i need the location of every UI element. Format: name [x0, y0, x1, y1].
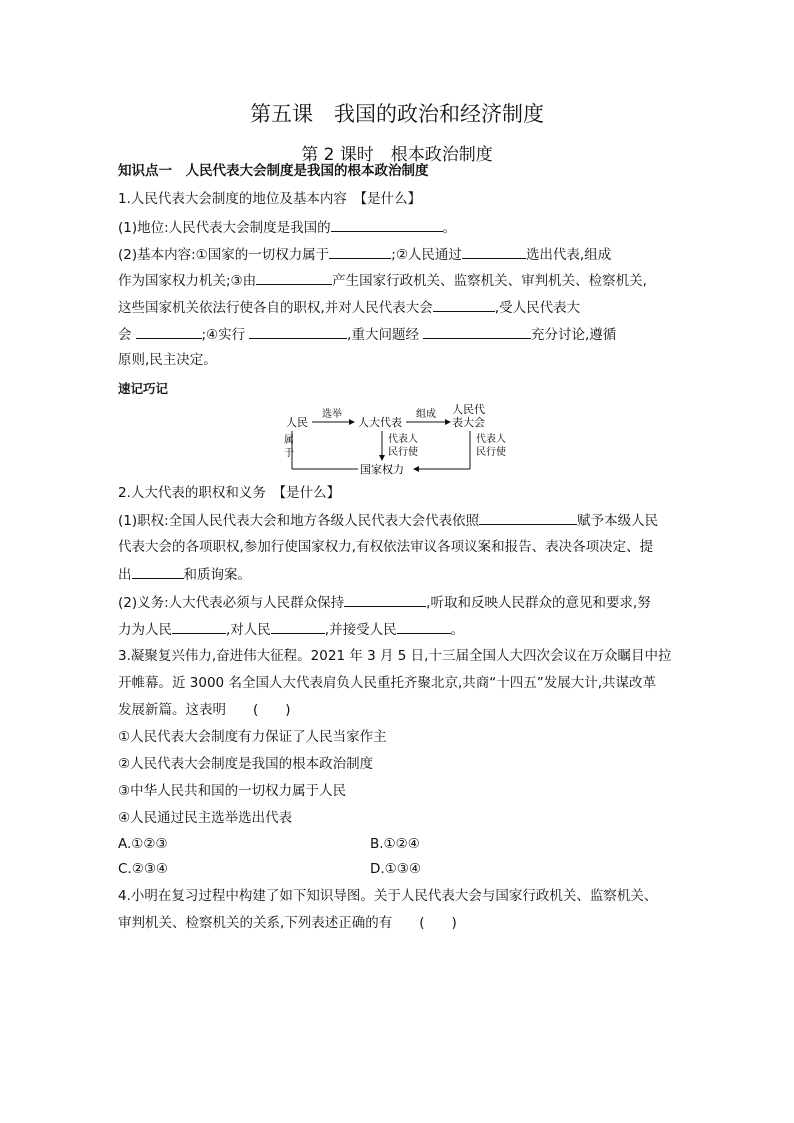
text: (1)职权:全国人民代表大会和地方各级人民代表大会代表依照: [118, 513, 480, 529]
diagram-form: 组成: [416, 409, 436, 420]
diagram-exercise-right-1: 代表人: [476, 434, 506, 445]
fill-blank[interactable]: [256, 271, 332, 285]
question-4-line-2: 审判机关、检察机关的关系,下列表述正确的有 ( ): [118, 915, 457, 931]
text: 会: [118, 327, 132, 343]
text: 选出代表,组成: [525, 247, 612, 263]
fill-blank[interactable]: [249, 325, 347, 339]
option-a[interactable]: A.①②③: [118, 836, 168, 852]
option-c[interactable]: C.②③④: [118, 861, 169, 877]
question-3-line-3: 发展新篇。这表明 ( ): [118, 702, 291, 718]
fill-blank[interactable]: [271, 620, 325, 634]
question-1-2-line-2: [118, 271, 647, 290]
statement-4: ④人民通过民主选举选出代表: [118, 810, 293, 826]
question-1-2-line-3: [118, 298, 580, 317]
question-2-title: 2.人大代表的职权和义务 【是什么】: [118, 485, 341, 501]
diagram-elect: 选举: [322, 409, 342, 420]
diagram-state-power: 国家权力: [360, 463, 404, 476]
diagram-belong-2: 于: [284, 448, 294, 459]
question-3-line-2: 开帷幕。近 3000 名全国人大代表肩负人民重托齐聚北京,共商“十四五”发展大计,共谋改革: [118, 675, 657, 691]
text: 和质询案。: [183, 567, 251, 583]
statement-1: ①人民代表大会制度有力保证了人民当家作主: [118, 729, 387, 745]
question-2-1-line-2: 代表大会的各项职权,参加行使国家权力,有权依法审议各项议案和报告、表决各项决定、提: [118, 539, 654, 555]
fill-blank[interactable]: [397, 620, 451, 634]
text: 这些国家机关依法行使各自的职权,并对人民代表大会: [118, 300, 433, 316]
section-heading: 知识点一 人民代表大会制度是我国的根本政治制度: [118, 163, 429, 179]
text: 力为人民: [118, 622, 172, 638]
question-2-2-line-2: [118, 620, 464, 639]
question-2-1-line-3: [118, 565, 251, 584]
text: 作为国家权力机关;③由: [118, 273, 257, 289]
diagram-people: 人民: [286, 416, 308, 429]
question-1-2-line-1: [118, 245, 611, 264]
text: 充分讨论,遵循: [530, 327, 617, 343]
diagram-exercise-mid-2: 民行使: [388, 447, 418, 458]
text: ,对人民: [226, 622, 271, 638]
diagram-belong-1: 属: [284, 435, 294, 446]
text: 产生国家行政机关、监察机关、审判机关、检察机关,: [332, 273, 647, 289]
memo-diagram: [270, 398, 520, 482]
fill-blank[interactable]: [423, 325, 531, 339]
fill-blank[interactable]: [329, 245, 391, 259]
fill-blank[interactable]: [132, 565, 184, 579]
text: (2)基本内容:①国家的一切权力属于: [118, 247, 330, 263]
question-2-1-line-1: [118, 511, 658, 530]
fill-blank[interactable]: [331, 218, 443, 232]
text: ,受人民代表大: [494, 300, 581, 316]
page-title: 第五课 我国的政治和经济制度: [250, 102, 544, 126]
diagram-exercise-right-2: 民行使: [476, 447, 506, 458]
text: ;②人民通过: [391, 247, 462, 263]
memo-label: 速记巧记: [118, 381, 169, 396]
option-d[interactable]: D.①③④: [370, 861, 421, 877]
diagram-deputies: 人大代表: [358, 416, 402, 429]
question-2-2-line-1: [118, 593, 651, 612]
diagram-npc-line-1: 人民代: [452, 403, 485, 416]
question-4-line-1: 4.小明在复习过程中构建了如下知识导图。关于人民代表大会与国家行政机关、监察机关、: [118, 888, 658, 904]
option-b[interactable]: B.①②④: [370, 836, 420, 852]
fill-blank[interactable]: [433, 298, 495, 312]
statement-2: ②人民代表大会制度是我国的根本政治制度: [118, 756, 374, 772]
fill-blank[interactable]: [479, 511, 577, 525]
diagram-exercise-mid-1: 代表人: [388, 434, 418, 445]
question-1-title: 1.人民代表大会制度的地位及基本内容 【是什么】: [118, 191, 422, 207]
fill-blank[interactable]: [462, 245, 526, 259]
text: 出: [118, 567, 132, 583]
fill-blank[interactable]: [136, 325, 202, 339]
fill-blank[interactable]: [344, 593, 426, 607]
text: ,重大问题经: [347, 327, 419, 343]
question-1-2-line-5: 原则,民主决定。: [118, 352, 217, 368]
text: 。: [450, 622, 465, 638]
text: ;④实行: [201, 327, 246, 343]
diagram-npc-line-2: 表大会: [452, 416, 485, 429]
fill-blank[interactable]: [172, 620, 226, 634]
question-1-1: [118, 218, 456, 237]
text: ,并接受人民: [324, 622, 397, 638]
page-subtitle: 第 2 课时 根本政治制度: [301, 145, 493, 165]
text: (1)地位:人民代表大会制度是我国的: [118, 220, 331, 236]
question-3-line-1: 3.凝聚复兴伟力,奋进伟大征程。2021 年 3 月 5 日,十三届全国人大四次会议在万众瞩目中拉: [118, 648, 672, 664]
text: 赋予本级人民: [577, 513, 659, 529]
statement-3: ③中华人民共和国的一切权力属于人民: [118, 783, 347, 799]
text: ,听取和反映人民群众的意见和要求,努: [426, 595, 651, 611]
text: (2)义务:人大代表必须与人民群众保持: [118, 595, 345, 611]
text: 。: [442, 220, 457, 236]
question-1-2-line-4: [118, 325, 616, 344]
